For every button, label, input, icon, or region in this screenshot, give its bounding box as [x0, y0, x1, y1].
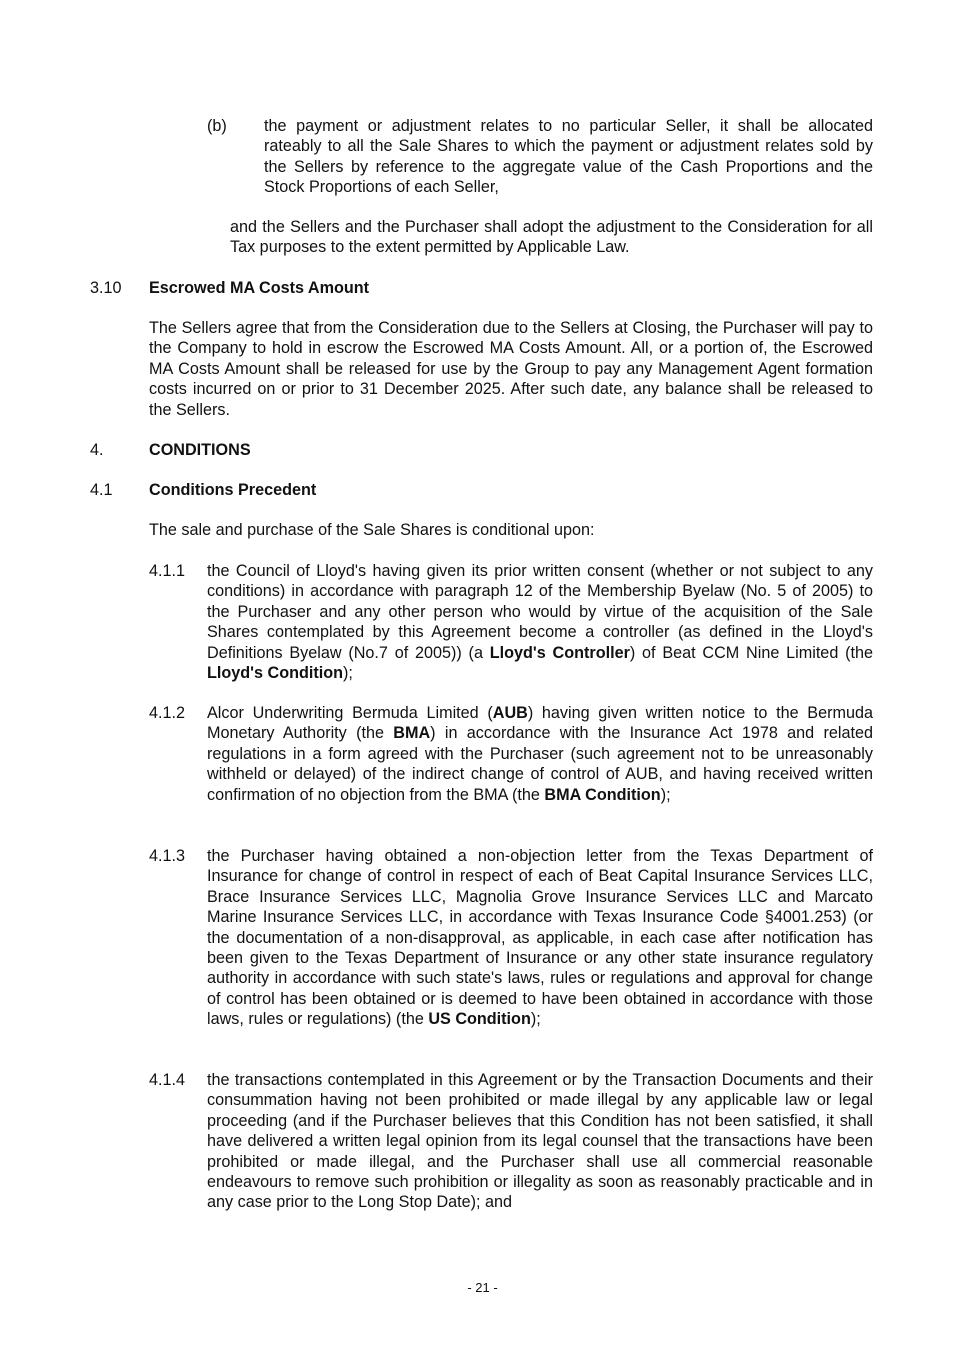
clause-heading: Conditions Precedent — [149, 481, 317, 499]
clause-number: 4.1 — [90, 481, 113, 499]
clause-4-1-2-text: Alcor Underwriting Bermuda Limited (AUB) having given written notice to the Bermuda Monetary Authority (the BMA) in accordance with the Insurance Act 1978 and related regulations in a form agreed with the Purchaser (such agreement not to be unreasonably withheld or delayed) of the indirect change of control of AUB, and having received written confirmation of no objection from the BMA (the BMA Condition); — [207, 704, 873, 804]
clause-number: 4.1.1 — [149, 562, 186, 580]
continuation-paragraph: and the Sellers and the Purchaser shall adopt the adjustment to the Consideration for all Tax purposes to the extent permitted by Applicable Law. — [230, 218, 873, 257]
clause-number: 4.1.3 — [149, 847, 186, 865]
sub-clause-label: (b) — [207, 117, 227, 135]
clause-4-1-1-text: the Council of Lloyd's having given its prior written consent (whether or not subject to any conditions) in accordance with paragraph 12 of the Membership Byelaw (No. 5 of 2005) to the Purchaser and any other person who would by virtue of the acquisition of the Sale Shares contemplated by this Agreement become a controller (as defined in the Lloyd's Definitions Byelaw (No.7 of 2005)) (a Lloyd's Controller) of Beat CCM Nine Limited (the Lloyd's Condition); — [207, 562, 873, 683]
clause-4-1-3-text: the Purchaser having obtained a non-objection letter from the Texas Department of Insurance for change of control in respect of each of Beat Capital Insurance Services LLC, Brace Insurance Services LLC, Magnolia Grove Insurance Services LLC and Marcato Marine Insurance Services LLC, in accordance with Texas Insurance Code §4001.253) (or the documentation of a non-disapproval, as applicable, in each case after notification has been given to the Texas Department of Insurance or any other state insurance regulatory authority in accordance with such state's laws, rules or regulations and approval for change of control has been obtained or is deemed to have been obtained in accordance with those laws, rules or regulations) (the US Condition); — [207, 847, 873, 1029]
defined-term: BMA — [393, 724, 431, 743]
clause-number: 4.1.2 — [149, 704, 186, 722]
clause-number: 4.1.4 — [149, 1071, 186, 1089]
page-number: - 21 - — [467, 1280, 498, 1295]
clause-heading: Escrowed MA Costs Amount — [149, 279, 370, 297]
defined-term: Lloyd's Controller — [489, 643, 630, 662]
clause-3-10-text: The Sellers agree that from the Consideration due to the Sellers at Closing, the Purchaser will pay to the Company to hold in escrow the Escrowed MA Costs Amount. All, or a portion of, the Escrowed MA Costs Amount shall be released for use by the Group to pay any Management Agent formation costs incurred on or prior to 31 December 2025. After such date, any balance shall be released to the Sellers. — [149, 319, 873, 419]
clause-4-1-4-text: the transactions contemplated in this Agreement or by the Transaction Documents and their consummation having not been prohibited or made illegal by any applicable law or legal proceeding (and if the Purchaser believes that this Condition has not been satisfied, it shall have delivered a written legal opinion from its legal counsel that the transactions have been prohibited or made illegal, and the Purchaser shall use all commercial reasonable endeavours to remove such prohibition or illegality as soon as reasonably practicable and in any case prior to the Long Stop Date); and — [207, 1071, 873, 1212]
section-heading: CONDITIONS — [149, 441, 251, 459]
clause-number: 4. — [90, 441, 104, 459]
defined-term: BMA Condition — [544, 785, 661, 804]
clause-4-1-intro: The sale and purchase of the Sale Shares is conditional upon: — [149, 521, 595, 539]
clause-number: 3.10 — [90, 279, 122, 297]
sub-clause-b-text: the payment or adjustment relates to no particular Seller, it shall be allocated rateably to all the Sale Shares to which the payment or adjustment relates sold by the Sellers by reference to the aggregate value of the Cash Proportions and the Stock Proportions of each Seller, — [264, 117, 873, 197]
defined-term: US Condition — [428, 1010, 531, 1029]
defined-term: AUB — [492, 704, 528, 722]
defined-term: Lloyd's Condition — [207, 664, 344, 683]
